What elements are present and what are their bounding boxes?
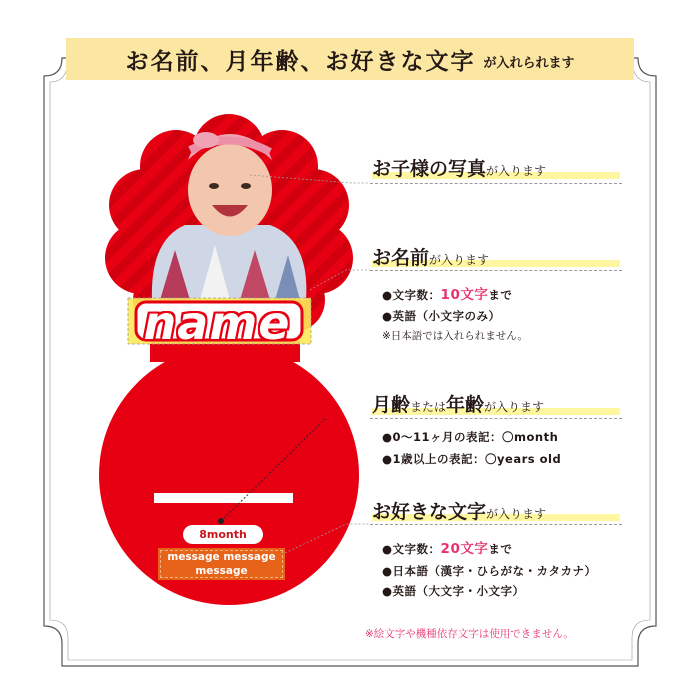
photo-dotline — [370, 183, 622, 184]
age-slot — [154, 493, 293, 503]
header-suffix: が入れられます — [483, 55, 575, 71]
age-title-b: 年齢 — [446, 394, 485, 416]
name-note: ※日本語では入れられません。 — [382, 330, 528, 342]
photo-section-title — [372, 154, 546, 181]
text-count-value: 20文字 — [440, 541, 489, 557]
message-label — [158, 548, 285, 580]
name-count-line: ●文字数：10文字まで — [382, 287, 513, 303]
text-lang-line-2: ●英語（大文字・小文字） — [382, 584, 525, 598]
text-count-line: ●文字数：20文字まで — [382, 541, 513, 557]
name-lang-line: ●英語（小文字のみ） — [382, 309, 501, 323]
name-dotline — [370, 270, 622, 271]
footer-note: ※絵文字や機種依存文字は使用できません。 — [365, 628, 574, 640]
photo-suffix: が入ります — [486, 164, 547, 178]
message-text: message message message — [167, 551, 276, 577]
age-line-2: ●1歳以上の表記：〇years old — [382, 452, 562, 466]
name-title: お名前 — [372, 247, 430, 269]
text-lang-line-1: ●日本語（漢字・ひらがな・カタカナ） — [382, 564, 597, 578]
text-dotline — [370, 524, 622, 525]
age-dotline — [370, 418, 622, 419]
month-label: 8month — [183, 525, 263, 544]
photo-title: お子様の写真 — [372, 158, 487, 180]
age-section-title: 月齢または年齢が入ります — [372, 394, 545, 416]
name-section-title — [372, 243, 489, 270]
text-title: お好きな文字 — [372, 501, 487, 523]
age-title-a: 月齢 — [372, 394, 411, 416]
name-label: name — [143, 296, 291, 350]
name-count-value: 10文字 — [440, 287, 489, 303]
header-title: お名前、月年齢、お好きな文字 — [125, 48, 476, 75]
age-line-1: ●0～11ヶ月の表記：〇month — [382, 430, 559, 444]
name-suffix: が入ります — [429, 253, 490, 267]
text-section-title: お好きな文字が入ります — [372, 501, 547, 523]
